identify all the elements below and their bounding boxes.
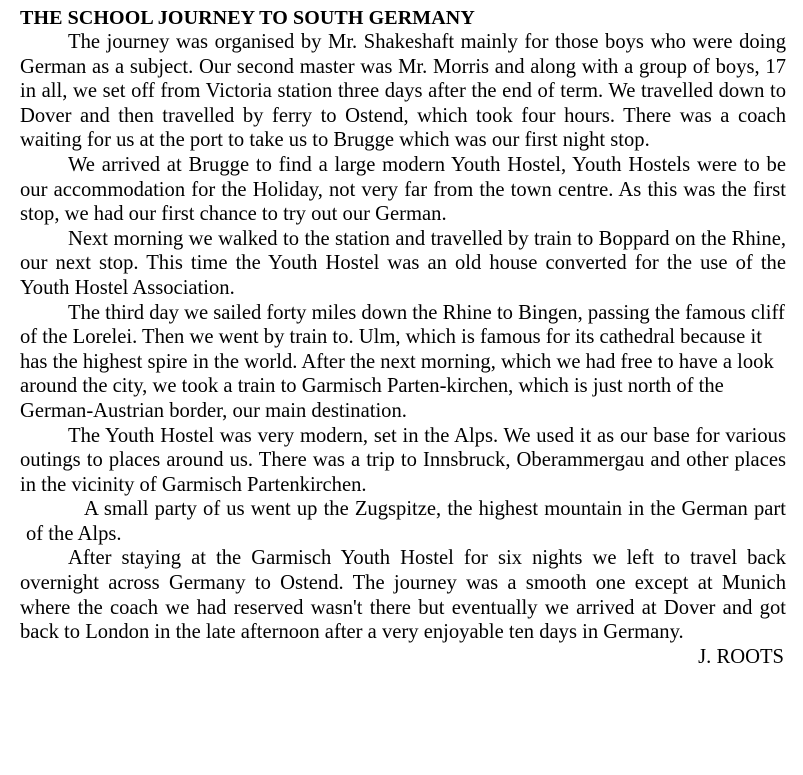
author-signature: J. ROOTS bbox=[698, 645, 784, 668]
paragraph-zugspitze: A small party of us went up the Zugspitze, the highest mountain in the German part of the Alps. bbox=[26, 498, 786, 545]
paragraph-rhine-ulm: The third day we sailed forty miles down the Rhine to Bingen, passing the famous cliff of the Lorelei. Then we went by train to. Ulm, which is famous for its cathedral because it has the highest spire in the world. After the next morning, which we had free to have a look around the city, we took a train to Garmisch Parten-kirchen, which is just north of the German-Austrian border, our main destination. bbox=[20, 301, 785, 422]
paragraph-brugge: We arrived at Brugge to find a large modern Youth Hostel, Youth Hostels were to be our accommodation for the Holiday, not very far from the town centre. As this was the first stop, we had our first chance to try out our German. bbox=[20, 153, 786, 226]
paragraph-return-journey: After staying at the Garmisch Youth Hostel for six nights we left to travel back overnight across Germany to Ostend. The journey was a smooth one except at Munich where the coach we had reserved wasn't there but eventually we arrived at Dover and got back to London in the late afternoon after a very enjoyable ten days in Germany. bbox=[20, 547, 786, 644]
paragraph-boppard: Next morning we walked to the station and travelled by train to Boppard on the Rhine, our next stop. This time the Youth Hostel was an old house converted for the use of the Youth Hostel Association. bbox=[20, 227, 786, 299]
article-title: THE SCHOOL JOURNEY TO SOUTH GERMANY bbox=[20, 7, 475, 29]
article bbox=[20, 6, 786, 669]
paragraph-youth-hostel-alps: The Youth Hostel was very modern, set in the Alps. We used it as our base for various outings to places around us. There was a trip to Innsbruck, Oberammergau and other places in the vicinity of Garmisch Partenkirchen. bbox=[20, 424, 786, 496]
paragraph-journey-organised: The journey was organised by Mr. Shakeshaft mainly for those boys who were doing German as a subject. Our second master was Mr. Morris and along with a group of boys, 17 in all, we set off from Victoria station three days after the end of term. We travelled down to Dover and then travelled by ferry to Ostend, which took four hours. There was a coach waiting for us at the port to take us to Brugge which was our first night stop. bbox=[20, 31, 786, 152]
